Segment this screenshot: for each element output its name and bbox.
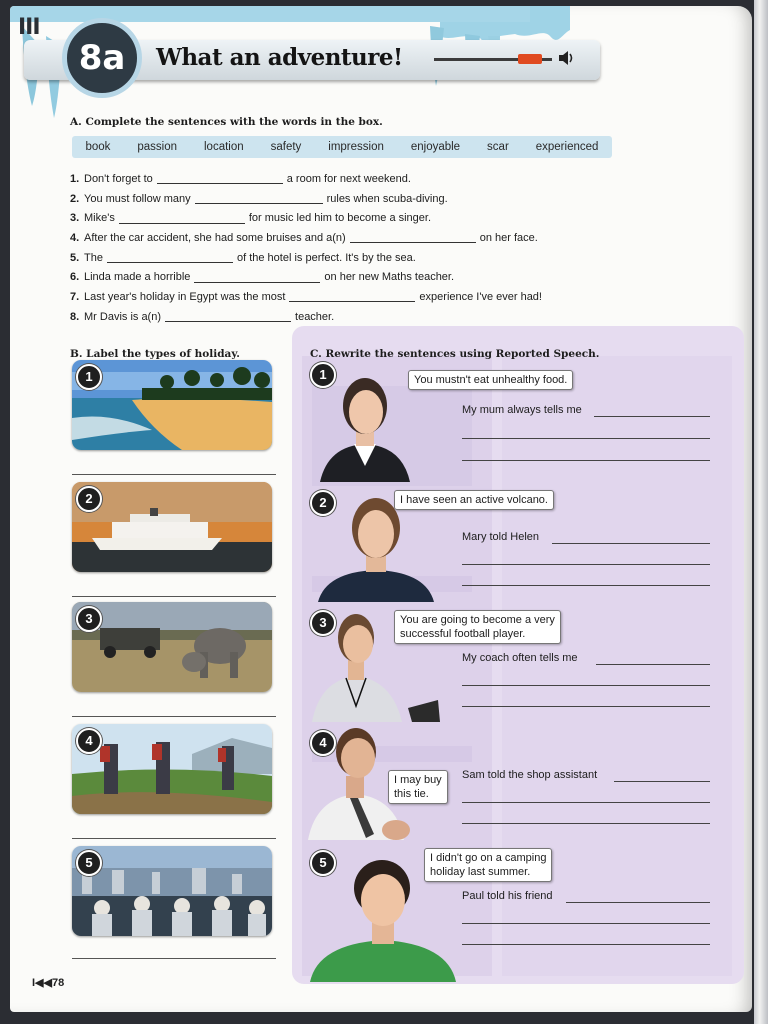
- sentence-item: 2. You must follow many rules when scuba-diving.: [70, 192, 448, 205]
- word-item: passion: [137, 141, 178, 153]
- item-number: 2: [310, 490, 336, 516]
- answer-line[interactable]: [72, 716, 276, 717]
- back-arrows-icon: I◀◀: [32, 977, 52, 989]
- word-item: location: [204, 141, 244, 153]
- item-number: 5: [310, 850, 336, 876]
- answer-line[interactable]: [72, 596, 276, 597]
- reported-lead: My coach often tells me: [462, 652, 578, 664]
- word-item: book: [85, 141, 111, 153]
- reported-lead: Mary told Helen: [462, 531, 540, 543]
- answer-line[interactable]: [462, 685, 710, 686]
- cruise-ship-photo: [72, 482, 272, 572]
- answer-line[interactable]: [594, 416, 710, 417]
- sentence-item: 7. Last year's holiday in Egypt was the most experience I've ever had!: [70, 290, 542, 303]
- answer-line[interactable]: [462, 438, 710, 439]
- sentence-list: [70, 169, 630, 327]
- audio-slider-handle[interactable]: [518, 54, 542, 64]
- workbook-page: [10, 6, 752, 1012]
- audio-progress-bar[interactable]: [434, 56, 554, 62]
- answer-line[interactable]: [72, 838, 276, 839]
- answer-blank[interactable]: [289, 291, 415, 302]
- answer-line[interactable]: [462, 823, 710, 824]
- sightseeing-photo: [72, 846, 272, 936]
- sentence-item: 3. Mike's for music led him to become a singer.: [70, 212, 432, 225]
- word-item: impression: [328, 141, 384, 153]
- item-number: 4: [76, 728, 102, 754]
- sentence-item: 1. Don't forget to a room for next weekend.: [70, 172, 411, 185]
- sentence-item: 4. After the car accident, she had some bruises and a(n) on her face.: [70, 231, 538, 244]
- speech-bubble: You are going to become a very successful football player.: [394, 610, 561, 644]
- speaker-icon[interactable]: [558, 50, 576, 71]
- sentence-item: 6. Linda made a horrible on her new Maths teacher.: [70, 271, 455, 284]
- word-box: [72, 136, 612, 158]
- section-b-title: B. Label the types of holiday.: [70, 348, 240, 360]
- answer-line[interactable]: [462, 944, 710, 945]
- safari-photo: [72, 602, 272, 692]
- item-number: 2: [76, 486, 102, 512]
- item-number: 4: [310, 730, 336, 756]
- answer-line[interactable]: [72, 474, 276, 475]
- answer-line[interactable]: [462, 923, 710, 924]
- speech-bubble: You mustn't eat unhealthy food.: [408, 370, 573, 390]
- woman-photo: [310, 366, 420, 482]
- unit-marker: III: [18, 15, 40, 40]
- answer-line[interactable]: [462, 802, 710, 803]
- answer-line[interactable]: [552, 543, 710, 544]
- sentence-item: 8. Mr Davis is a(n) teacher.: [70, 310, 335, 323]
- item-number: 1: [310, 362, 336, 388]
- item-number: 3: [76, 606, 102, 632]
- answer-line[interactable]: [614, 781, 710, 782]
- word-item: scar: [487, 141, 509, 153]
- answer-blank[interactable]: [119, 213, 245, 224]
- answer-line[interactable]: [566, 902, 710, 903]
- unit-number-badge: 8a: [62, 18, 142, 98]
- answer-line[interactable]: [462, 460, 710, 461]
- answer-line[interactable]: [72, 958, 276, 959]
- hiking-photo: [72, 724, 272, 814]
- speech-bubble: I may buy this tie.: [388, 770, 448, 804]
- sentence-item: 5. The of the hotel is perfect. It's by the sea.: [70, 251, 416, 264]
- answer-line[interactable]: [462, 706, 710, 707]
- word-item: enjoyable: [410, 141, 461, 153]
- speech-bubble: I didn't go on a camping holiday last summer.: [424, 848, 552, 882]
- reported-lead: My mum always tells me: [462, 404, 582, 416]
- answer-line[interactable]: [462, 585, 710, 586]
- item-number: 3: [310, 610, 336, 636]
- answer-blank[interactable]: [165, 311, 291, 322]
- word-item: safety: [270, 141, 302, 153]
- answer-line[interactable]: [596, 664, 710, 665]
- answer-blank[interactable]: [157, 173, 283, 184]
- item-number: 1: [76, 364, 102, 390]
- beach-photo: [72, 360, 272, 450]
- section-c-title: C. Rewrite the sentences using Reported Speech.: [310, 348, 600, 360]
- item-number: 5: [76, 850, 102, 876]
- page-number: I◀◀78: [32, 977, 65, 989]
- answer-blank[interactable]: [107, 252, 233, 263]
- answer-blank[interactable]: [195, 193, 323, 204]
- reported-lead: Sam told the shop assistant: [462, 769, 598, 781]
- answer-blank[interactable]: [194, 272, 320, 283]
- speech-bubble: I have seen an active volcano.: [394, 490, 554, 510]
- section-a-title: A. Complete the sentences with the words in the box.: [70, 116, 383, 128]
- answer-blank[interactable]: [350, 232, 476, 243]
- answer-line[interactable]: [462, 564, 710, 565]
- word-item: experienced: [535, 141, 599, 153]
- page-title: What an adventure!: [156, 44, 403, 71]
- book-spine-edge: [754, 0, 768, 1024]
- reported-lead: Paul told his friend: [462, 890, 553, 902]
